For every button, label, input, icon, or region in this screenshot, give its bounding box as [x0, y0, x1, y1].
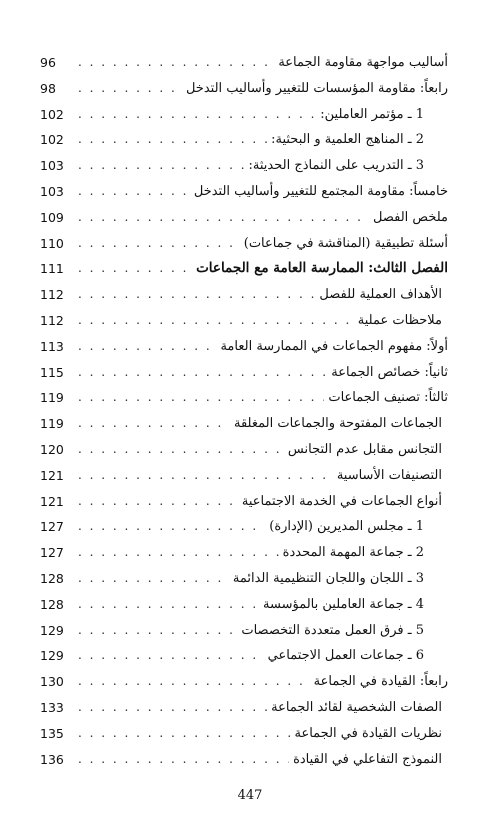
toc-entry-title: 2 ـ جماعة المهمة المحددة — [282, 545, 424, 561]
toc-entry-page: 110 — [40, 235, 64, 251]
toc-entry-page: 119 — [40, 416, 64, 432]
toc-entry — [40, 618, 450, 644]
toc-entry — [40, 463, 450, 489]
toc-entry-page: 119 — [40, 390, 64, 406]
toc-entry-title: نظريات القيادة في الجماعة — [294, 725, 442, 741]
toc-entry-title: ملاحظات عملية — [357, 312, 442, 328]
dot-leader — [78, 282, 315, 308]
toc-entry-page: 98 — [40, 80, 56, 96]
dot-leader — [78, 334, 216, 360]
toc-entry-page: 113 — [40, 338, 64, 354]
toc-entry-page: 128 — [40, 570, 64, 586]
toc-entry-title: 4 ـ جماعة العاملين بالمؤسسة — [263, 596, 424, 612]
toc-entry-title: أساليب مواجهة مقاومة الجماعة — [278, 55, 448, 70]
toc-entry-page: 121 — [40, 467, 64, 483]
dot-leader — [78, 153, 245, 179]
toc-entry — [40, 411, 450, 437]
toc-entry — [40, 437, 450, 463]
dot-leader — [78, 437, 284, 463]
dot-leader — [78, 540, 279, 566]
toc-entry-page: 135 — [40, 725, 64, 741]
toc-entry — [40, 540, 450, 566]
toc-entry — [40, 153, 450, 179]
dot-leader — [78, 566, 229, 592]
toc-entry-title: ملخص الفصل — [373, 209, 448, 225]
toc-entry-title: التصنيفات الأساسية — [336, 467, 442, 483]
toc-entry-page: 96 — [40, 55, 56, 70]
dot-leader — [78, 643, 264, 669]
toc-entry — [40, 179, 450, 205]
dot-leader — [78, 695, 267, 721]
dot-leader — [78, 385, 324, 411]
toc-entry-page: 103 — [40, 183, 64, 199]
toc-entry-page: 109 — [40, 209, 64, 225]
toc-entry — [40, 282, 450, 308]
toc-entry-page: 133 — [40, 699, 64, 715]
dot-leader — [78, 231, 240, 257]
toc-entry-page: 102 — [40, 106, 64, 122]
toc-entry — [40, 205, 450, 231]
toc-entry-title: الصفات الشخصية لقائد الجماعة — [271, 699, 442, 715]
dot-leader — [78, 592, 259, 618]
dot-leader — [78, 514, 265, 540]
toc-entry — [40, 489, 450, 515]
toc-entry — [40, 256, 450, 282]
dot-leader — [78, 256, 192, 282]
toc-entry-page: 136 — [40, 751, 64, 767]
toc-entry-page: 129 — [40, 622, 64, 638]
dot-leader — [78, 463, 333, 489]
toc-entry — [40, 669, 450, 695]
toc-entry-page: 120 — [40, 441, 64, 457]
table-of-contents — [40, 50, 450, 772]
toc-entry — [40, 308, 450, 334]
toc-entry — [40, 334, 450, 360]
toc-entry-title: خامساً: مقاومة المجتمع للتغيير وأساليب التدخل — [193, 183, 448, 199]
toc-entry-title: أسئلة تطبيقية (المناقشة في جماعات) — [243, 235, 448, 251]
toc-entry-title: النموذج التفاعلي في القيادة — [293, 751, 442, 767]
toc-entry-title: الفصل الثالث: الممارسة العامة مع الجماعات — [196, 260, 448, 277]
toc-entry — [40, 102, 450, 128]
toc-entry-page: 112 — [40, 287, 64, 303]
toc-entry-page: 112 — [40, 312, 64, 328]
toc-entry-title: رابعاً: مقاومة المؤسسات للتغيير وأساليب التدخل — [185, 80, 448, 96]
dot-leader — [78, 721, 290, 747]
toc-entry-title: ثانياً: خصائص الجماعة — [331, 364, 448, 380]
toc-entry-title: 1 ـ مجلس المديرين (الإدارة) — [269, 519, 424, 535]
toc-entry-title: 5 ـ فرق العمل متعددة التخصصات — [241, 622, 424, 638]
toc-entry-page: 115 — [40, 364, 64, 380]
dot-leader — [78, 669, 310, 695]
dot-leader — [78, 747, 289, 773]
toc-entry-title: ثالثاً: تصنيف الجماعات — [328, 390, 448, 406]
dot-leader — [78, 102, 316, 128]
dot-leader — [78, 489, 238, 515]
dot-leader — [78, 179, 190, 205]
toc-entry — [40, 50, 450, 76]
toc-entry — [40, 566, 450, 592]
page-number: 447 — [237, 788, 263, 803]
toc-entry-page: 103 — [40, 158, 64, 174]
dot-leader — [78, 127, 267, 153]
toc-entry-title: الأهداف العملية للفصل — [319, 287, 442, 303]
toc-entry-page: 111 — [40, 261, 64, 277]
toc-entry-title: 3 ـ اللجان واللجان التنظيمية الدائمة — [232, 570, 424, 586]
toc-entry — [40, 76, 450, 102]
toc-entry-title: 1 ـ مؤتمر العاملين: — [320, 106, 424, 122]
toc-entry — [40, 127, 450, 153]
toc-entry-page: 127 — [40, 519, 64, 535]
toc-entry-title: رابعاً: القيادة في الجماعة — [313, 674, 448, 690]
dot-leader — [78, 76, 182, 102]
dot-leader — [78, 360, 327, 386]
toc-entry — [40, 385, 450, 411]
toc-entry-page: 129 — [40, 648, 64, 664]
toc-entry — [40, 360, 450, 386]
toc-entry-title: 6 ـ جماعات العمل الاجتماعي — [267, 648, 424, 664]
dot-leader — [78, 50, 274, 76]
dot-leader — [78, 308, 354, 334]
toc-entry-title: التجانس مقابل عدم التجانس — [287, 441, 442, 457]
dot-leader — [78, 205, 369, 231]
toc-entry-page: 128 — [40, 596, 64, 612]
dot-leader — [78, 411, 230, 437]
toc-entry-page: 130 — [40, 674, 64, 690]
toc-entry-page: 121 — [40, 493, 64, 509]
toc-entry-title: أنواع الجماعات في الخدمة الاجتماعية — [241, 493, 442, 509]
toc-entry-title: الجماعات المفتوحة والجماعات المغلقة — [234, 416, 442, 432]
toc-entry — [40, 592, 450, 618]
toc-entry — [40, 747, 450, 773]
dot-leader — [78, 618, 237, 644]
toc-entry-title: أولاً: مفهوم الجماعات في الممارسة العامة — [220, 338, 448, 354]
toc-entry — [40, 721, 450, 747]
toc-entry-title: 2 ـ المناهج العلمية و البحثية: — [271, 132, 424, 148]
toc-entry-page: 102 — [40, 132, 64, 148]
toc-entry — [40, 231, 450, 257]
toc-entry — [40, 643, 450, 669]
toc-entry — [40, 695, 450, 721]
toc-entry-title: 3 ـ التدريب على النماذج الحديثة: — [248, 158, 424, 174]
toc-entry — [40, 514, 450, 540]
toc-entry-page: 127 — [40, 545, 64, 561]
